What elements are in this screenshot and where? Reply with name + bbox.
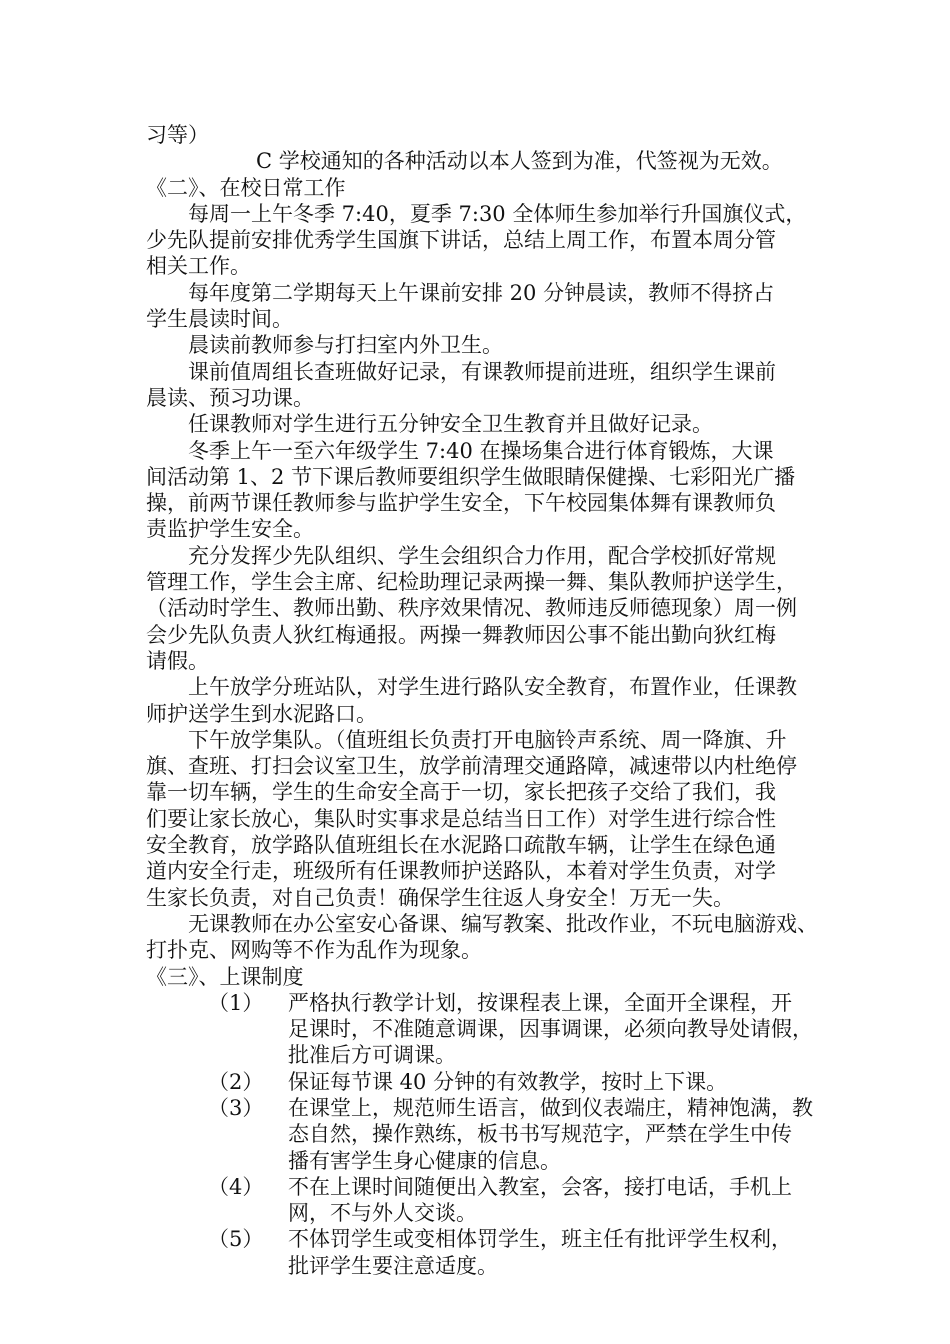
list-item-line: 播有害学生身心健康的信息。	[288, 1148, 561, 1173]
list-item	[146, 1174, 826, 1227]
paragraph-line: 师护送学生到水泥路口。	[146, 701, 377, 726]
list-item	[146, 1069, 826, 1095]
paragraph	[146, 280, 826, 333]
paragraph	[146, 411, 826, 437]
list-item-line: 严格执行教学计划，按课程表上课，全面开全课程，开	[288, 990, 792, 1015]
paragraph	[146, 332, 826, 358]
list-item-line: 网，不与外人交谈。	[288, 1201, 477, 1226]
paragraph	[146, 201, 826, 280]
paragraph-line: 旗、查班、打扫会议室卫生，放学前清理交通路障，减速带以内杜绝停	[146, 754, 797, 779]
list-item-text	[268, 1226, 828, 1279]
paragraph-line: 冬季上午一至六年级学生 7:40 在操场集合进行体育锻炼，大课	[188, 438, 774, 463]
paragraph-line: 上午放学分班站队，对学生进行路队安全教育，布置作业，任课教	[188, 675, 797, 700]
paragraph	[146, 359, 826, 412]
paragraph-line: 靠一切车辆，学生的生命安全高于一切，家长把孩子交给了我们，我	[146, 780, 776, 805]
paragraph-line: 晨读前教师参与打扫室内外卫生。	[188, 333, 503, 358]
paragraph-line: 每周一上午冬季 7:40，夏季 7:30 全体师生参加举行升国旗仪式，	[188, 201, 807, 226]
paragraph-line: 请假。	[146, 648, 209, 673]
list-item-number: （1）	[208, 990, 264, 1015]
paragraph-line: 相关工作。	[146, 254, 251, 279]
list-item-line: 足课时，不准随意调课，因事调课，必须向教导处请假，	[288, 1017, 813, 1042]
list-item-text	[268, 990, 828, 1069]
document-body	[146, 122, 826, 1279]
paragraph-line: 无课教师在办公室安心备课、编写教案、批改作业，不玩电脑游戏、	[188, 911, 818, 936]
paragraph-line: 晨读、预习功课。	[146, 385, 314, 410]
paragraph-line: 课前值周组长查班做好记录，有课教师提前进班，组织学生课前	[188, 359, 776, 384]
paragraph-line: 生家长负责，对自己负责！确保学生往返人身安全！万无一失。	[146, 885, 734, 910]
paragraph-line: 安全教育，放学路队值班组长在水泥路口疏散车辆，让学生在绿色通	[146, 833, 776, 858]
section-heading: 《二》、在校日常工作	[146, 175, 346, 200]
section-heading: 《三》、上课制度	[146, 964, 304, 989]
paragraph	[146, 674, 826, 727]
paragraph-line: 打扑克、网购等不作为乱作为现象。	[146, 938, 482, 963]
paragraph-line: 少先队提前安排优秀学生国旗下讲话，总结上周工作，布置本周分管	[146, 228, 776, 253]
paragraph	[146, 438, 826, 543]
list-item-line: 不在上课时间随便出入教室，会客，接打电话，手机上	[288, 1174, 792, 1199]
intro-line: C 学校通知的各种活动以本人签到为准，代签视为无效。	[256, 149, 783, 174]
list-item-number: （5）	[208, 1227, 264, 1252]
section-2-paragraphs	[146, 201, 826, 964]
list-item-line: 保证每节课 40 分钟的有效教学，按时上下课。	[288, 1069, 728, 1094]
list-item-line: 在课堂上，规范师生语言，做到仪表端庄，精神饱满，教	[288, 1095, 813, 1120]
paragraph-line: 充分发挥少先队组织、学生会组织合力作用，配合学校抓好常规	[188, 543, 776, 568]
paragraph-line: 道内安全行走，班级所有任课教师护送路队，本着对学生负责，对学	[146, 859, 776, 884]
paragraph-line: （活动时学生、教师出勤、秩序效果情况、教师违反师德现象）周一例	[146, 596, 797, 621]
paragraph-line: 责监护学生安全。	[146, 517, 314, 542]
paragraph-line: 会少先队负责人狄红梅通报。两操一舞教师因公事不能出勤向狄红梅	[146, 622, 776, 647]
paragraph-line: 管理工作，学生会主席、纪检助理记录两操一舞、集队教师护送学生，	[146, 570, 797, 595]
list-item-line: 批评学生要注意适度。	[288, 1253, 498, 1278]
paragraph-line: 们要让家长放心，集队时实事求是总结当日工作）对学生进行综合性	[146, 806, 776, 831]
section-3-list	[146, 990, 826, 1279]
list-item-line: 批准后方可调课。	[288, 1043, 456, 1068]
paragraph-line: 间活动第 1、2 节下课后教师要组织学生做眼睛保健操、七彩阳光广播	[146, 464, 796, 489]
list-item	[146, 990, 826, 1069]
list-item-number: （2）	[208, 1069, 264, 1094]
paragraph-line: 操，前两节课任教师参与监护学生安全，下午校园集体舞有课教师负	[146, 491, 776, 516]
list-item-line: 不体罚学生或变相体罚学生，班主任有批评学生权利，	[288, 1227, 792, 1252]
list-item	[146, 1226, 826, 1279]
paragraph-line: 每年度第二学期每天上午课前安排 20 分钟晨读，教师不得挤占	[188, 280, 775, 305]
paragraph-line: 任课教师对学生进行五分钟安全卫生教育并且做好记录。	[188, 412, 713, 437]
paragraph-line: 学生晨读时间。	[146, 307, 293, 332]
list-item-number: （4）	[208, 1174, 264, 1199]
paragraph	[146, 911, 826, 964]
list-item	[146, 1095, 826, 1174]
list-item-number: （3）	[208, 1095, 264, 1120]
paragraph	[146, 727, 826, 911]
list-item-text	[268, 1095, 828, 1174]
paragraph-line: 下午放学集队。（值班组长负责打开电脑铃声系统、周一降旗、升	[188, 727, 787, 752]
list-item-text	[268, 1174, 828, 1227]
list-item-text	[268, 1069, 828, 1095]
paragraph	[146, 543, 826, 674]
intro-line: 习等）	[146, 123, 209, 147]
list-item-line: 态自然，操作熟练，板书书写规范字，严禁在学生中传	[288, 1122, 792, 1147]
